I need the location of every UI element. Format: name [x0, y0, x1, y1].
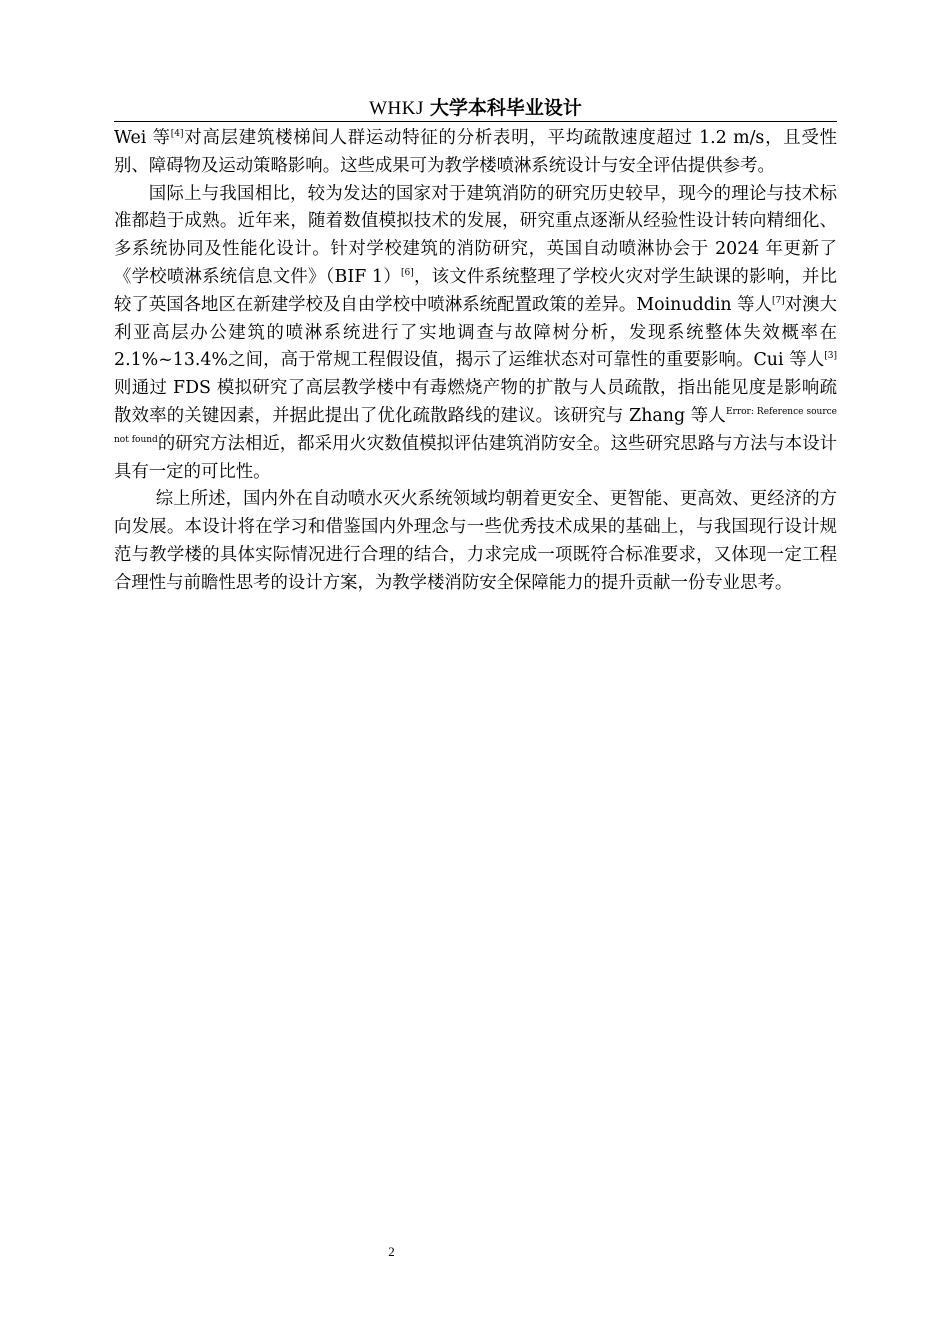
header-rule — [114, 121, 837, 122]
citation-error: Error: Reference source not found — [114, 406, 838, 445]
paragraph-2-text-4: 则通过 FDS 模拟研究了高层教学楼中有毒燃烧产物的扩散与人员疏散，指出能见度是影响疏散效率的关键因素，并据此提出了优化疏散路线的建议。该研究与 Zhang 等人 — [114, 378, 837, 426]
header-school-code: WHKJ — [369, 98, 424, 119]
paragraph-3 — [114, 486, 837, 597]
paragraph-1-text-2: 对高层建筑楼梯间人群运动特征的分析表明，平均疏散速度超过 1.2 m/s，且受性别、障碍物及运动策略影响。这些成果可为教学楼喷淋系统设计与安全评估提供参考。 — [114, 128, 837, 176]
body-text — [114, 125, 837, 598]
paragraph-2-text-3: 对澳大利亚高层办公建筑的喷淋系统进行了实地调查与故障树分析，发现系统整体失效概率在 2.1%~13.4%之间，高于常规工程假设值，揭示了运维状态对可靠性的重要影响。Cui 等人 — [114, 294, 837, 371]
paragraph-3-text-1: 综上所述，国内外在自动喷水灭火系统领域均朝着更安全、更智能、更高效、更经济的方向发展。本设计将在学习和借鉴国内外理念与一些优秀技术成果的基础上，与我国现行设计规范与教学楼的具体实际情况进行合理的结合，力求完成一项既符合标准要求，又体现一定工程合理性与前瞻性思考的设计方案，为教学楼消防安全保障能力的提升贡献一份专业思考。 — [114, 489, 837, 593]
header-title: 大学本科毕业设计 — [429, 97, 582, 119]
paragraph-1-text-1: Wei 等 — [114, 128, 171, 148]
paragraph-2-text-1: 国际上与我国相比，较为发达的国家对于建筑消防的研究历史较早，现今的理论与技术标准都趋于成熟。近年来，随着数值模拟技术的发展，研究重点逐渐从经验性设计转向精细化、多系统协同及性能化设计。针对学校建筑的消防研究，英国自动喷淋协会于 2024 年更新了《学校喷淋系统信息文件》（BIF 1） — [114, 183, 837, 287]
citation-ref: [6] — [401, 267, 414, 278]
citation-ref: [3] — [824, 351, 837, 362]
page-header — [114, 96, 837, 120]
citation-ref: [4] — [170, 129, 184, 139]
citation-ref: [7] — [772, 295, 785, 306]
paragraph-2 — [114, 181, 837, 487]
page-number: 2 — [388, 1244, 395, 1259]
paragraph-2-text-5: 的研究方法相近，都采用火灾数值模拟评估建筑消防安全。这些研究思路与方法与本设计具有一定的可比性。 — [114, 433, 837, 482]
paragraph-1 — [114, 125, 837, 181]
paragraph-2-text-2: ，该文件系统整理了学校火灾对学生缺课的影响，并比较了英国各地区在新建学校及自由学校中喷淋系统配置政策的差异。Moinuddin 等人 — [114, 266, 837, 315]
